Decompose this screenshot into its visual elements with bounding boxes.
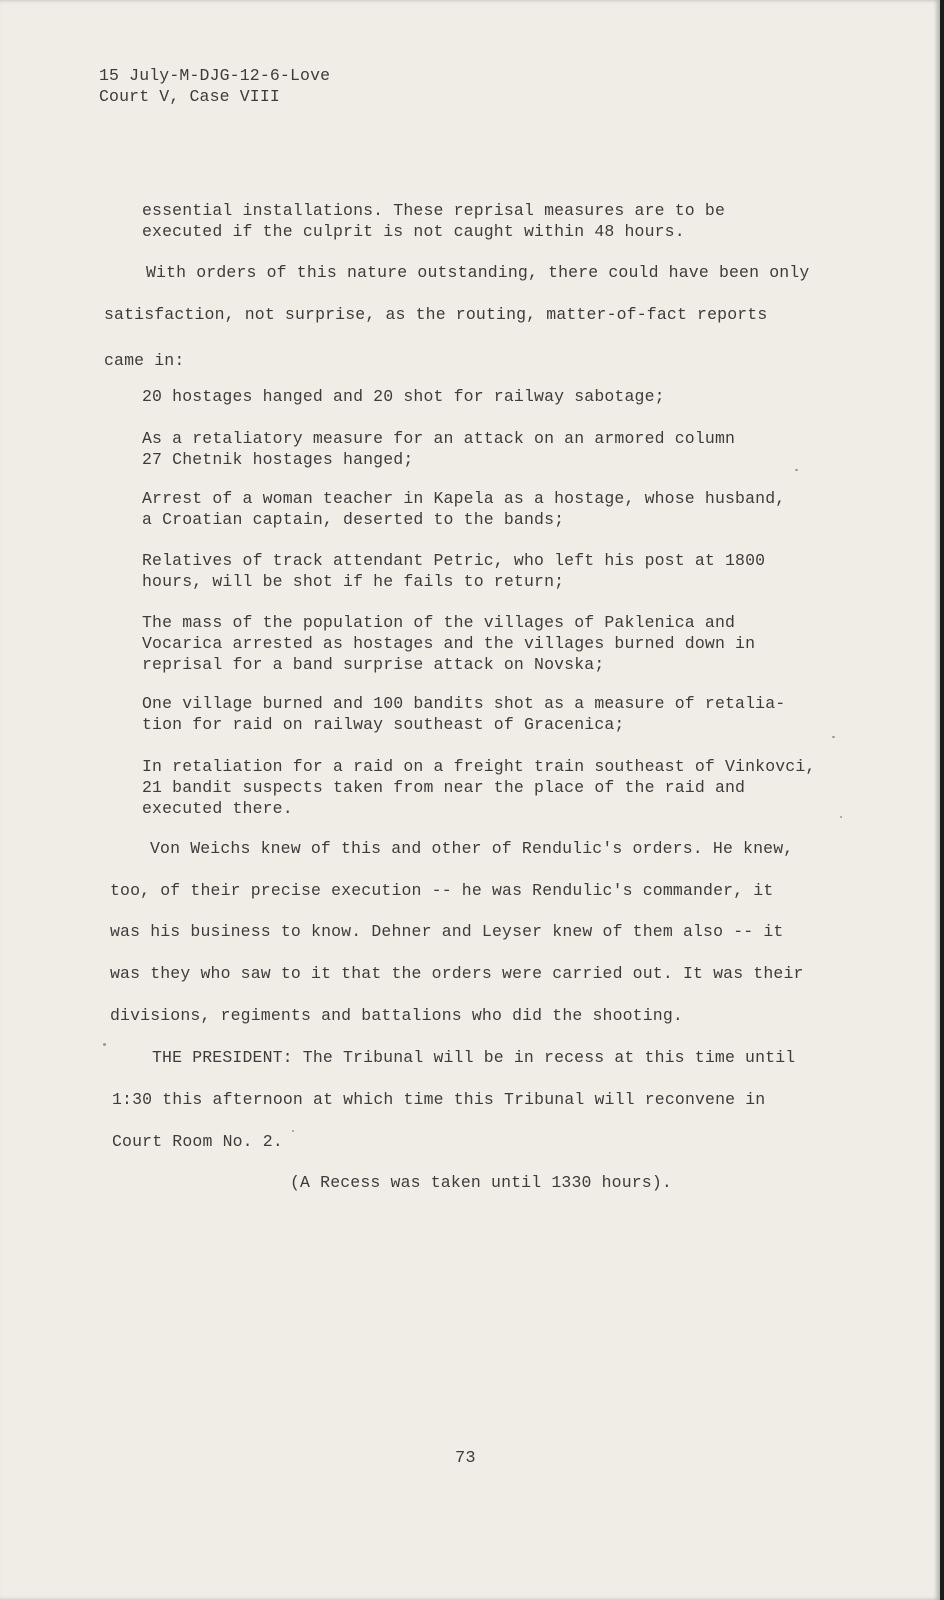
recess-note: (A Recess was taken until 1330 hours). (290, 1173, 672, 1192)
text-line: was his business to know. Dehner and Leyser knew of them also -- it (110, 922, 784, 941)
text-line: satisfaction, not surprise, as the routing, matter-of-fact reports (104, 305, 768, 324)
header-transcript-id: 15 July-M-DJG-12-6-Love (99, 66, 331, 85)
text-line: As a retaliatory measure for an attack on an armored column (142, 429, 736, 448)
text-line: reprisal for a band surprise attack on Novska; (142, 655, 605, 674)
continuation-paragraph (142, 200, 725, 242)
text-line: came in: (104, 351, 185, 370)
report-item (142, 612, 755, 675)
text-line: tion for raid on railway southeast of Gracenica; (142, 715, 625, 734)
text-line: a Croatian captain, deserted to the bands; (142, 510, 565, 529)
text-line: In retaliation for a raid on a freight train southeast of Vinkovci, (142, 757, 816, 776)
paper-speck (292, 1130, 294, 1132)
text-line: Von Weichs knew of this and other of Rendulic's orders. He knew, (150, 839, 794, 858)
header-court-case: Court V, Case VIII (99, 87, 280, 106)
text-line: With orders of this nature outstanding, there could have been only (146, 263, 810, 282)
report-item (142, 550, 765, 592)
report-item (142, 693, 785, 735)
text-line: Arrest of a woman teacher in Kapela as a hostage, whose husband, (142, 489, 786, 508)
report-item (142, 428, 735, 470)
paper-speck (103, 1043, 106, 1046)
text-line: Vocarica arrested as hostages and the villages burned down in (142, 634, 756, 653)
text-line: too, of their precise execution -- he was Rendulic's commander, it (110, 881, 774, 900)
text-line: hours, will be shot if he fails to return; (142, 572, 565, 591)
scan-border (940, 0, 944, 1600)
text-line: One village burned and 100 bandits shot as a measure of retalia- (142, 694, 786, 713)
text-line: Relatives of track attendant Petric, who left his post at 1800 (142, 551, 766, 570)
text-line: 21 bandit suspects taken from near the place of the raid and (142, 778, 746, 797)
report-item (142, 488, 785, 530)
paper-speck (795, 469, 798, 471)
text-line: executed if the culprit is not caught within 48 hours. (142, 222, 685, 241)
text-line: 1:30 this afternoon at which time this Tribunal will reconvene in (112, 1090, 766, 1109)
text-line: The mass of the population of the villages of Paklenica and (142, 613, 736, 632)
text-line: was they who saw to it that the orders were carried out. It was their (110, 964, 804, 983)
text-line: 27 Chetnik hostages hanged; (142, 450, 414, 469)
text-line: THE PRESIDENT: The Tribunal will be in recess at this time until (152, 1048, 796, 1067)
text-line: Court Room No. 2. (112, 1132, 283, 1151)
paper-speck (832, 736, 835, 738)
paper-speck (840, 816, 842, 818)
page-number: 73 (455, 1449, 476, 1468)
report-item (142, 756, 815, 819)
text-line: divisions, regiments and battalions who did the shooting. (110, 1006, 683, 1025)
report-item (142, 386, 665, 407)
document-header (99, 65, 330, 107)
text-line: executed there. (142, 799, 293, 818)
text-line: essential installations. These reprisal measures are to be (142, 201, 725, 220)
text-line: 20 hostages hanged and 20 shot for railway sabotage; (142, 387, 665, 406)
